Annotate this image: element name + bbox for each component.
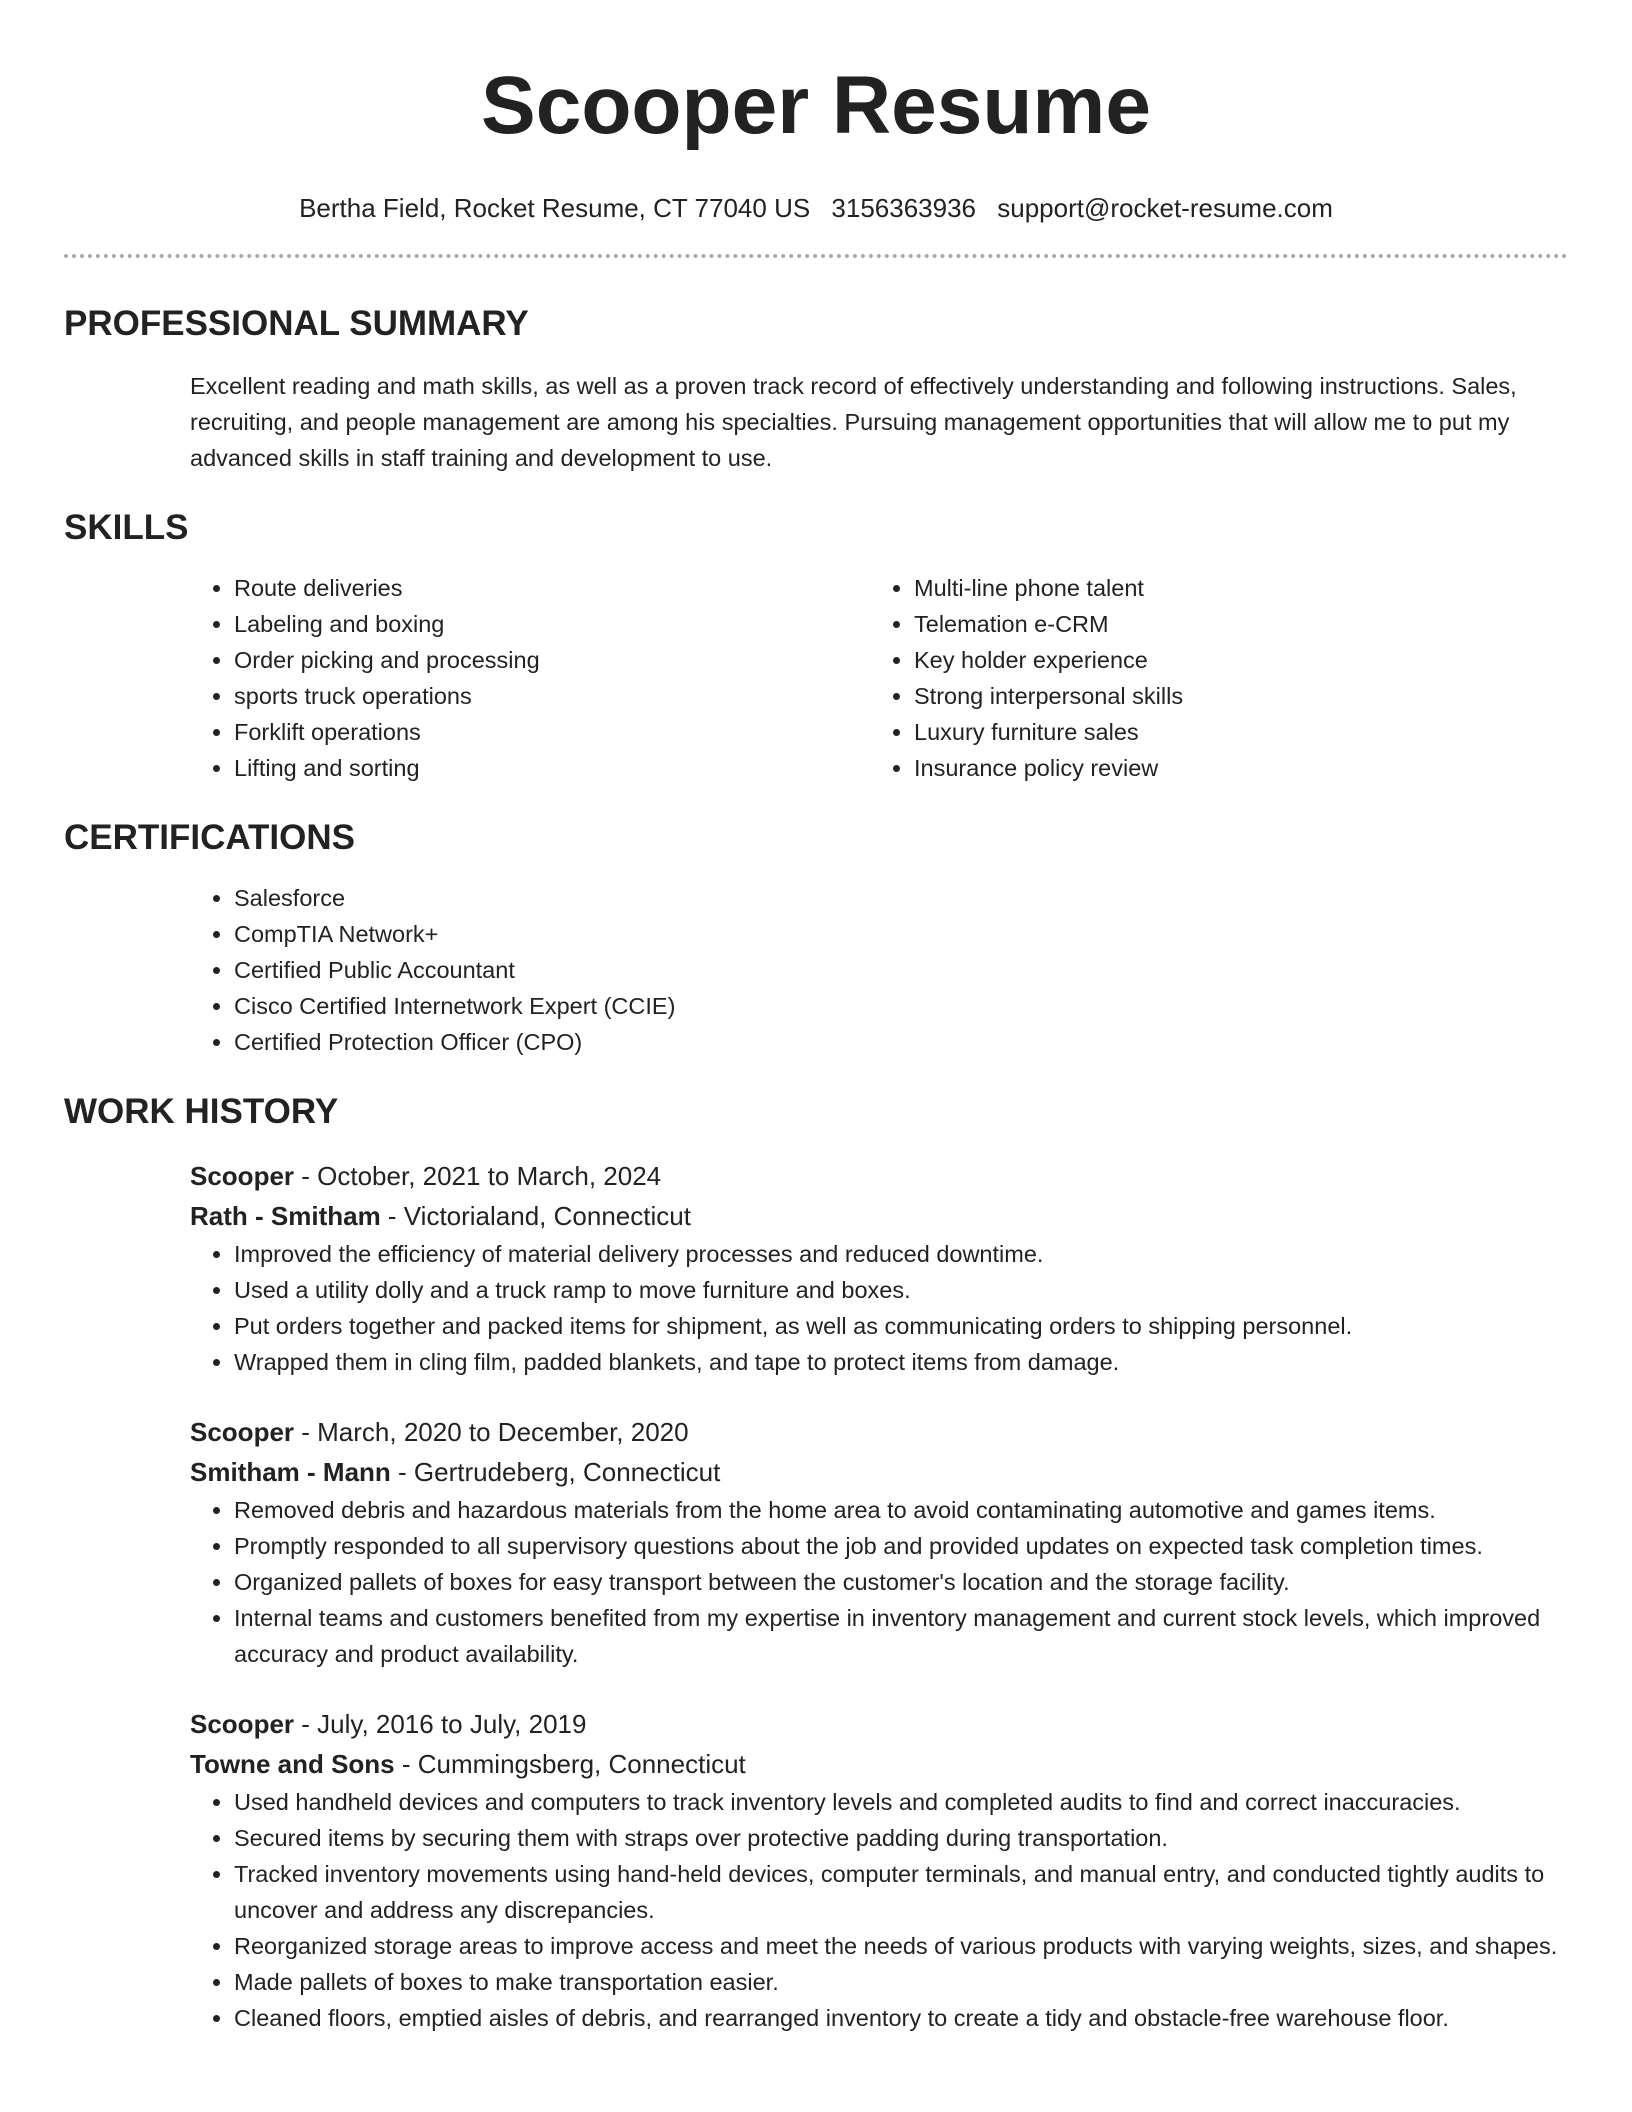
certification-item: • CompTIA Network+ — [234, 916, 1568, 952]
resume-title: Scooper Resume — [481, 60, 1151, 151]
job-dates: - March, 2020 to December, 2020 — [294, 1417, 689, 1447]
job-dates: - October, 2021 to March, 2024 — [294, 1161, 662, 1191]
skills-columns — [190, 570, 1568, 786]
job-duty: • Organized pallets of boxes for easy transport between the customer's location and the storage facility. — [234, 1564, 1568, 1600]
job-duty: • Internal teams and customers benefited from my expertise in inventory management and current stock levels, which improved accuracy and product availability. — [234, 1600, 1568, 1672]
contact-line — [64, 192, 1568, 224]
skill-item: • Route deliveries — [234, 570, 870, 606]
certification-item: • Certified Public Accountant — [234, 952, 1568, 988]
job-duty: • Promptly responded to all supervisory questions about the job and provided updates on expected task completion times. — [234, 1528, 1568, 1564]
job-company-line — [190, 1744, 1568, 1784]
certification-item: • Cisco Certified Internetwork Expert (CCIE) — [234, 988, 1568, 1024]
contact-email: support@rocket-resume.com — [997, 193, 1333, 223]
job-entry — [190, 1156, 1568, 1380]
skill-item: • Strong interpersonal skills — [914, 678, 1550, 714]
job-duty: • Improved the efficiency of material delivery processes and reduced downtime. — [234, 1236, 1568, 1272]
job-duty: • Made pallets of boxes to make transportation easier. — [234, 1964, 1568, 2000]
job-location: - Gertrudeberg, Connecticut — [390, 1457, 721, 1487]
skill-item: • Forklift operations — [234, 714, 870, 750]
job-entry — [190, 1412, 1568, 1672]
job-role-line — [190, 1704, 1568, 1744]
skill-item: • Insurance policy review — [914, 750, 1550, 786]
skills-right-list — [870, 570, 1550, 786]
job-duty: • Tracked inventory movements using hand-held devices, computer terminals, and manual entry, and conducted tightly audits to uncover and address any discrepancies. — [234, 1856, 1568, 1928]
job-company: Towne and Sons — [190, 1749, 395, 1779]
certification-item: • Salesforce — [234, 880, 1568, 916]
certification-item: • Certified Protection Officer (CPO) — [234, 1024, 1568, 1060]
job-duty: • Cleaned floors, emptied aisles of debris, and rearranged inventory to create a tidy and obstacle-free warehouse floor. — [234, 2000, 1568, 2036]
certifications-list-wrapper — [190, 880, 1568, 1060]
job-duties-list — [190, 1492, 1568, 1672]
skill-item: • Telemation e-CRM — [914, 606, 1550, 642]
job-dates: - July, 2016 to July, 2019 — [294, 1709, 587, 1739]
skill-item: • Lifting and sorting — [234, 750, 870, 786]
skills-right-column — [870, 570, 1550, 786]
job-duties-list — [190, 1236, 1568, 1380]
certifications-list — [190, 880, 1568, 1060]
job-company: Smitham - Mann — [190, 1457, 391, 1487]
skills-heading: SKILLS — [64, 508, 189, 547]
skill-item: • Luxury furniture sales — [914, 714, 1550, 750]
skill-item: • sports truck operations — [234, 678, 870, 714]
skill-item: • Key holder experience — [914, 642, 1550, 678]
skills-left-column — [190, 570, 870, 786]
job-location: - Cummingsberg, Connecticut — [394, 1749, 746, 1779]
certifications-heading: CERTIFICATIONS — [64, 818, 356, 857]
summary-text: Excellent reading and math skills, as well as a proven track record of effectively understanding and following instructions. Sales, recruiting, and people management are among his specialties. Pursuing management opportunities that will allow me to put my advanced skills in staff training and development to use. — [190, 373, 1517, 471]
skills-left-list — [190, 570, 870, 786]
summary-heading: PROFESSIONAL SUMMARY — [64, 304, 529, 343]
job-duty: • Used a utility dolly and a truck ramp to move furniture and boxes. — [234, 1272, 1568, 1308]
job-entry — [190, 1704, 1568, 2036]
job-duty: • Wrapped them in cling film, padded blankets, and tape to protect items from damage. — [234, 1344, 1568, 1380]
job-duties-list — [190, 1784, 1568, 2036]
job-company: Rath - Smitham — [190, 1201, 381, 1231]
job-role: Scooper — [190, 1161, 295, 1191]
job-role-line — [190, 1156, 1568, 1196]
job-duty: • Reorganized storage areas to improve access and meet the needs of various products with varying weights, sizes, and shapes. — [234, 1928, 1568, 1964]
job-company-line — [190, 1452, 1568, 1492]
job-duty: • Put orders together and packed items for shipment, as well as communicating orders to shipping personnel. — [234, 1308, 1568, 1344]
contact-phone: 3156363936 — [831, 193, 977, 223]
job-duty: • Used handheld devices and computers to track inventory levels and completed audits to find and correct inaccuracies. — [234, 1784, 1568, 1820]
skill-item: • Order picking and processing — [234, 642, 870, 678]
skill-item: • Multi-line phone talent — [914, 570, 1550, 606]
job-role: Scooper — [190, 1709, 295, 1739]
job-company-line — [190, 1196, 1568, 1236]
contact-address: Bertha Field, Rocket Resume, CT 77040 US — [299, 193, 811, 223]
skill-item: • Labeling and boxing — [234, 606, 870, 642]
work-history-heading: WORK HISTORY — [64, 1092, 339, 1131]
job-duty: • Secured items by securing them with straps over protective padding during transportation. — [234, 1820, 1568, 1856]
job-location: - Victorialand, Connecticut — [380, 1201, 691, 1231]
header-divider — [64, 254, 1568, 258]
job-duty: • Removed debris and hazardous materials from the home area to avoid contaminating automotive and games items. — [234, 1492, 1568, 1528]
job-role: Scooper — [190, 1417, 295, 1447]
job-role-line — [190, 1412, 1568, 1452]
